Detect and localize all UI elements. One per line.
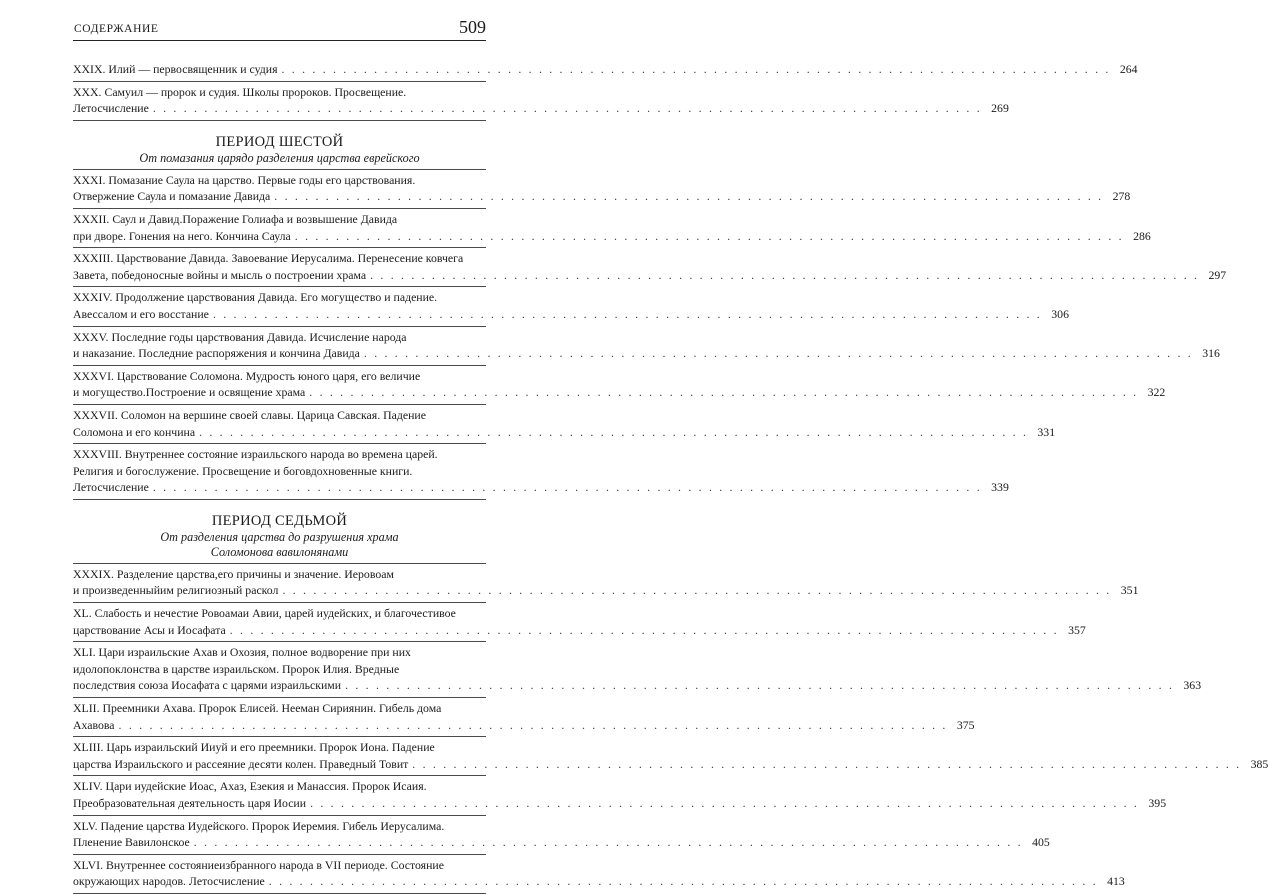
dot-leader [305,384,1141,401]
toc-entry-line: царствование Асы и Иосафата [73,622,226,637]
toc-entry-line: XXXVII. Соломон на вершине своей славы. Царица Савская. Падение [73,407,426,422]
dot-leader [408,756,1244,773]
toc-entry-line: XLII. Преемники Ахава. Пророк Елисей. Нееман Сириянин. Гибель дома [73,701,442,716]
period-seven-heading [73,512,486,560]
toc-entry-line: XLIV. Цари иудейские Иоас, Ахаз, Езекия и Манассия. Пророк Исаия. [73,779,427,794]
toc-entry-final-line [73,479,1009,496]
toc-page-number: 322 [1147,385,1166,400]
toc-page-number: 339 [991,480,1009,495]
toc-entry[interactable] [73,855,1125,894]
toc-entry-final-line [73,345,1220,362]
dot-leader [360,345,1196,362]
dot-leader [265,873,1101,890]
toc-entry-line: и произведенныйим религиозный раскол [73,583,279,598]
toc-page-number: 395 [1148,796,1167,810]
toc-entry-line: XXXIV. Продолжение царствования Давида. Его могущество и падение. [73,290,438,305]
toc-entry-line: XXXIX. Разделение царства,его причины и значение. Иеровоам [73,566,394,581]
toc-page-number: 405 [1032,835,1050,850]
dot-leader [278,582,1114,599]
toc-entry-line: XXXVI. Царствование Соломона. Мудрость юного царя, его величие [73,368,421,383]
running-head [73,10,486,41]
toc-entry[interactable] [73,366,1166,405]
period-title: ПЕРИОД СЕДЬМОЙ [211,512,348,529]
toc-entry-final-line [73,267,1227,284]
toc-entry-line: Отвержение Саула и помазание Давида [73,189,271,204]
toc-entry-line: XXXI. Помазание Саула на царство. Первые годы его царствования. [73,172,416,187]
toc-page-number: 278 [1112,189,1131,204]
toc-entry[interactable] [73,59,1138,82]
toc-entry[interactable] [73,564,1139,603]
toc-page-number: 375 [956,717,975,732]
toc-entry-line: Летосчисление [73,480,149,495]
toc-page-number: 385 [1250,756,1268,771]
section-title: СОДЕРЖАНИЕ [74,23,159,35]
toc-entry[interactable] [73,776,1167,815]
dot-leader [291,228,1127,245]
dot-leader [270,188,1106,205]
period-seven-entries [73,564,1268,894]
toc-entry-final-line [73,795,1167,812]
toc-entry[interactable] [73,170,1131,209]
toc-entry-line: XLI. Цари израильские Ахав и Охозия, полное водворение при них [73,645,411,660]
toc-entry-line: XXXVIII. Внутреннее состояние израильского народа во времена царей. [73,447,438,462]
toc-entry-final-line [73,100,1009,117]
dot-leader [149,479,985,496]
toc-entry-line: при дворе. Гонения на него. Кончина Саула [73,228,291,243]
toc-entry-final-line [73,756,1268,773]
toc-entry[interactable] [73,816,1050,855]
toc-entry[interactable] [73,603,1086,642]
period-six-entries [73,170,1227,500]
toc-entry-line: идолопоклонства в царстве израильском. Пророк Илия. Вредные [73,661,400,676]
toc-entry-final-line [73,717,975,734]
toc-page-number: 331 [1037,424,1056,439]
toc-entry-line: Соломона и его кончина [73,424,196,439]
toc-entry-line: и могущество.Построение и освящение храма [73,385,306,400]
period-subtitle-line: От разделения царства до разрушения храма [160,529,399,544]
table-of-contents [73,59,1268,894]
period-title: ПЕРИОД ШЕСТОЙ [215,133,344,150]
toc-entry-line: окружающих народов. Летосчисление [73,874,265,889]
dot-leader [306,795,1142,812]
period-subtitle-line: Соломонова вавилонянами [210,544,349,559]
toc-entry-final-line [73,61,1138,78]
toc-entry[interactable] [73,642,1202,698]
toc-page-number: 264 [1119,62,1138,76]
toc-entry-final-line [73,306,1069,323]
dot-leader [341,677,1177,694]
toc-entry-line: Ахавова [73,717,115,732]
toc-entry-line: XL. Слабость и нечестие Ровоамаи Авии, царей иудейских, и благочестивое [73,606,456,621]
toc-entry-line: Религия и богослужение. Просвещение и боговдохновенные книги. [73,463,413,478]
dot-leader [209,306,1045,323]
toc-entry-line: царства Израильского и рассеяние десяти колен. Праведный Товит [73,756,409,771]
toc-entry[interactable] [73,405,1056,444]
page-number: 509 [459,17,486,37]
dot-leader [226,622,1062,639]
toc-entry-line: XLV. Падение царства Иудейского. Пророк Иеремия. Гибель Иерусалима. [73,818,445,833]
toc-entry-line: Пленение Вавилонское [73,835,190,850]
toc-entry-line: XLIII. Царь израильский Ииуй и его преемники. Пророк Иона. Падение [73,740,435,755]
toc-entry-final-line [73,384,1166,401]
toc-entry[interactable] [73,209,1151,248]
toc-entry[interactable] [73,737,1268,776]
toc-page-number: 316 [1202,346,1220,361]
toc-entry-line: XXX. Самуил — пророк и судия. Школы пророков. Просвещение. [73,84,407,99]
toc-entry-final-line [73,622,1086,639]
toc-entry[interactable] [73,248,1227,287]
toc-page-number: 351 [1120,583,1139,598]
toc-entry[interactable] [73,327,1220,366]
period-six-heading [73,133,486,166]
toc-entry-final-line [73,228,1151,245]
toc-entry-final-line [73,677,1202,694]
dot-leader [278,61,1114,78]
toc-page-number: 363 [1183,678,1202,693]
toc-entry-line: XXXV. Последние годы царствования Давида. Исчисление народа [73,329,407,344]
toc-entry-final-line [73,582,1139,599]
toc-entry-line: и наказание. Последние распоряжения и кончина Давида [73,346,360,361]
toc-entry[interactable] [73,444,1009,500]
toc-entry-final-line [73,834,1050,851]
toc-page-number: 269 [991,101,1009,116]
dot-leader [149,100,985,117]
toc-entry-line: Завета, победоносные войны и мысль о построении храма [73,267,367,282]
dot-leader [195,424,1031,441]
toc-entry-line: XXXIII. Царствование Давида. Завоевание Иерусалима. Перенесение ковчега [73,251,464,266]
toc-entry-line: XXIX. Илий — первосвященник и судия [73,62,278,76]
toc-entry-line: Авессалом и его восстание [73,306,209,321]
toc-entry-line: последствия союза Иосафата с царями израильскими [73,678,342,693]
toc-entry-final-line [73,873,1125,890]
period-subtitle-line: От помазания царядо разделения царства еврейского [139,150,420,165]
toc-page-number: 286 [1133,228,1151,243]
dot-leader [190,834,1026,851]
dot-leader [115,717,951,734]
toc-entry-final-line [73,424,1056,441]
toc-entry-line: Летосчисление [73,101,149,116]
toc-entry[interactable] [73,287,1069,326]
toc-entry-final-line [73,188,1131,205]
toc-entry-line: XLVI. Внутреннее состояниеизбранного народа в VII периоде. Состояние [73,857,444,872]
toc-entry[interactable] [73,82,1009,121]
toc-page-number: 357 [1068,622,1086,637]
top-entries [73,59,1138,121]
toc-entry-line: XXXII. Саул и Давид.Поражение Голиафа и возвышение Давида [73,211,398,226]
dot-leader [366,267,1202,284]
toc-page-number: 413 [1107,874,1125,889]
toc-page-number: 297 [1208,267,1227,282]
toc-page-number: 306 [1051,306,1069,321]
toc-entry-line: Преобразовательная деятельность царя Иосии [73,796,307,810]
toc-entry[interactable] [73,698,975,737]
